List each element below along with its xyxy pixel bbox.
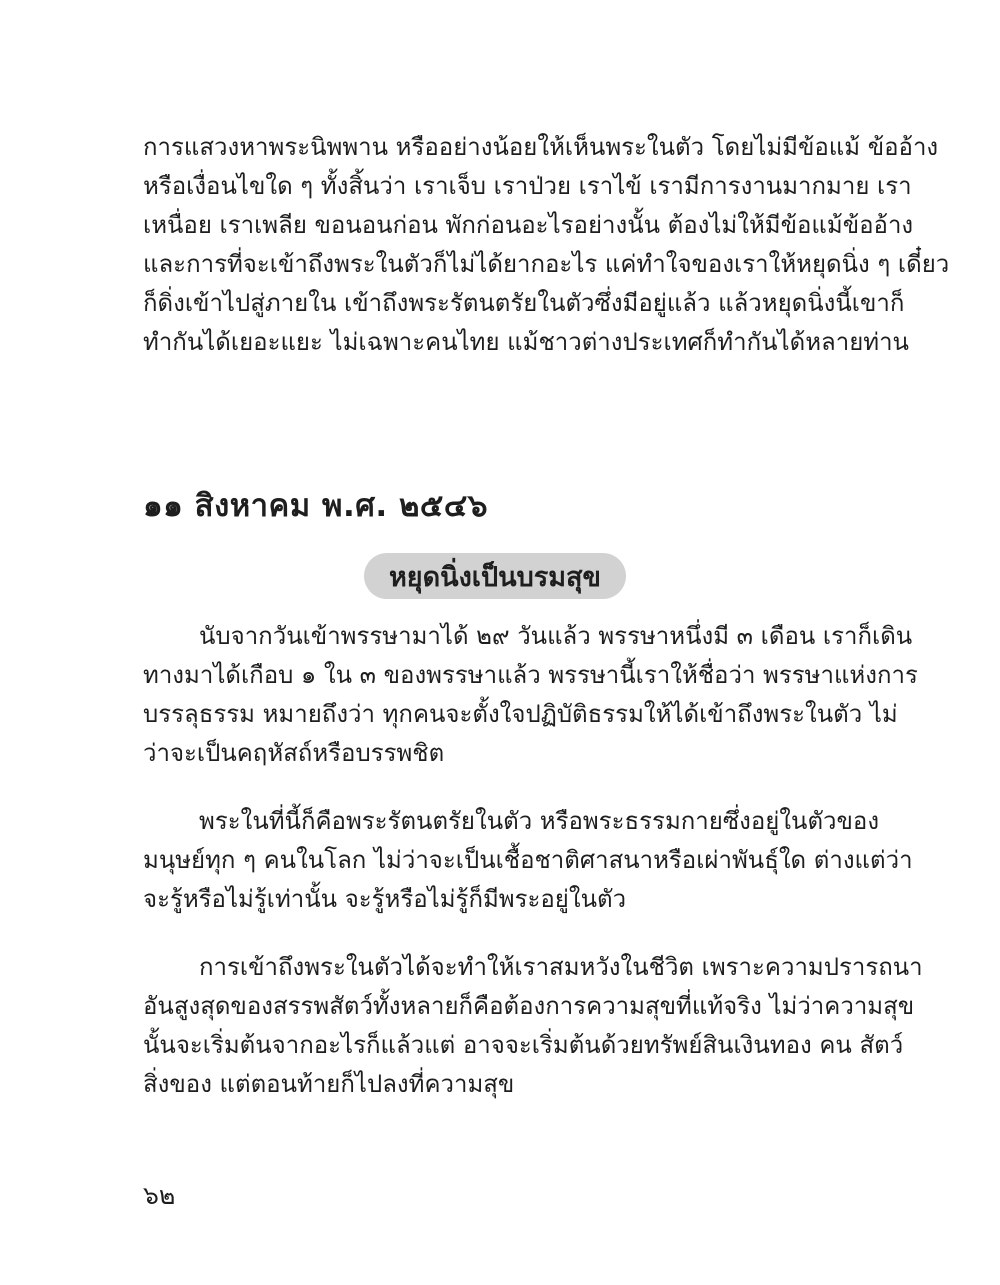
intro-paragraph — [143, 128, 950, 362]
text-line: การแสวงหาพระนิพพาน หรืออย่างน้อยให้เห็นพระในตัว โดยไม่มีข้อแม้ ข้ออ้าง — [143, 133, 939, 161]
text-line: สิ่งของ แต่ตอนท้ายก็ไปลงที่ความสุข — [143, 1070, 515, 1098]
body-paragraph — [143, 617, 918, 773]
text-line: นับจากวันเข้าพรรษามาได้ ๒๙ วันแล้ว พรรษาหนึ่งมี ๓ เดือน เราก็เดิน — [199, 622, 913, 650]
section-title: หยุดนิ่งเป็นบรมสุข — [389, 561, 601, 593]
body-paragraph — [143, 948, 923, 1104]
text-line: ก็ดิ่งเข้าไปสู่ภายใน เข้าถึงพระรัตนตรัยในตัวซึ่งมีอยู่แล้ว แล้วหยุดนิ่งนี้เขาก็ — [143, 289, 905, 317]
text-line: หรือเงื่อนไขใด ๆ ทั้งสิ้นว่า เราเจ็บ เราป่วย เราไข้ เรามีการงานมากมาย เรา — [143, 172, 912, 200]
date-heading: ๑๑ สิงหาคม พ.ศ. ๒๕๔๖ — [143, 488, 489, 524]
text-line: มนุษย์ทุก ๆ คนในโลก ไม่ว่าจะเป็นเชื้อชาติศาสนาหรือเผ่าพันธุ์ใด ต่างแต่ว่า — [143, 846, 913, 874]
text-line: นั้นจะเริ่มต้นจากอะไรก็แล้วแต่ อาจจะเริ่มต้นด้วยทรัพย์สินเงินทอง คน สัตว์ — [143, 1031, 904, 1059]
page-number: ๖๒ — [143, 1181, 176, 1210]
text-line: ทางมาได้เกือบ ๑ ใน ๓ ของพรรษาแล้ว พรรษานี้เราให้ชื่อว่า พรรษาแห่งการ — [143, 661, 918, 689]
text-line: บรรลุธรรม หมายถึงว่า ทุกคนจะตั้งใจปฏิบัติธรรมให้ได้เข้าถึงพระในตัว ไม่ — [143, 700, 898, 728]
text-line: อันสูงสุดของสรรพสัตว์ทั้งหลายก็คือต้องการความสุขที่แท้จริง ไม่ว่าความสุข — [143, 992, 915, 1020]
text-line: ว่าจะเป็นคฤหัสถ์หรือบรรพชิต — [143, 739, 445, 767]
text-line: จะรู้หรือไม่รู้เท่านั้น จะรู้หรือไม่รู้ก็มีพระอยู่ในตัว — [143, 885, 627, 913]
body-paragraph — [143, 802, 913, 919]
text-line: เหนื่อย เราเพลีย ขอนอนก่อน พักก่อนอะไรอย่างนั้น ต้องไม่ให้มีข้อแม้ข้ออ้าง — [143, 211, 914, 239]
text-line: พระในที่นี้ก็คือพระรัตนตรัยในตัว หรือพระธรรมกายซึ่งอยู่ในตัวของ — [199, 807, 880, 835]
text-line: การเข้าถึงพระในตัวได้จะทำให้เราสมหวังในชีวิต เพราะความปรารถนา — [199, 953, 923, 981]
section-title-pill — [364, 553, 626, 599]
text-line: ทำกันได้เยอะแยะ ไม่เฉพาะคนไทย แม้ชาวต่างประเทศก็ทำกันได้หลายท่าน — [143, 328, 909, 356]
text-line: และการที่จะเข้าถึงพระในตัวก็ไม่ได้ยากอะไร แค่ทำใจของเราให้หยุดนิ่ง ๆ เดี๋ยว — [143, 250, 950, 278]
